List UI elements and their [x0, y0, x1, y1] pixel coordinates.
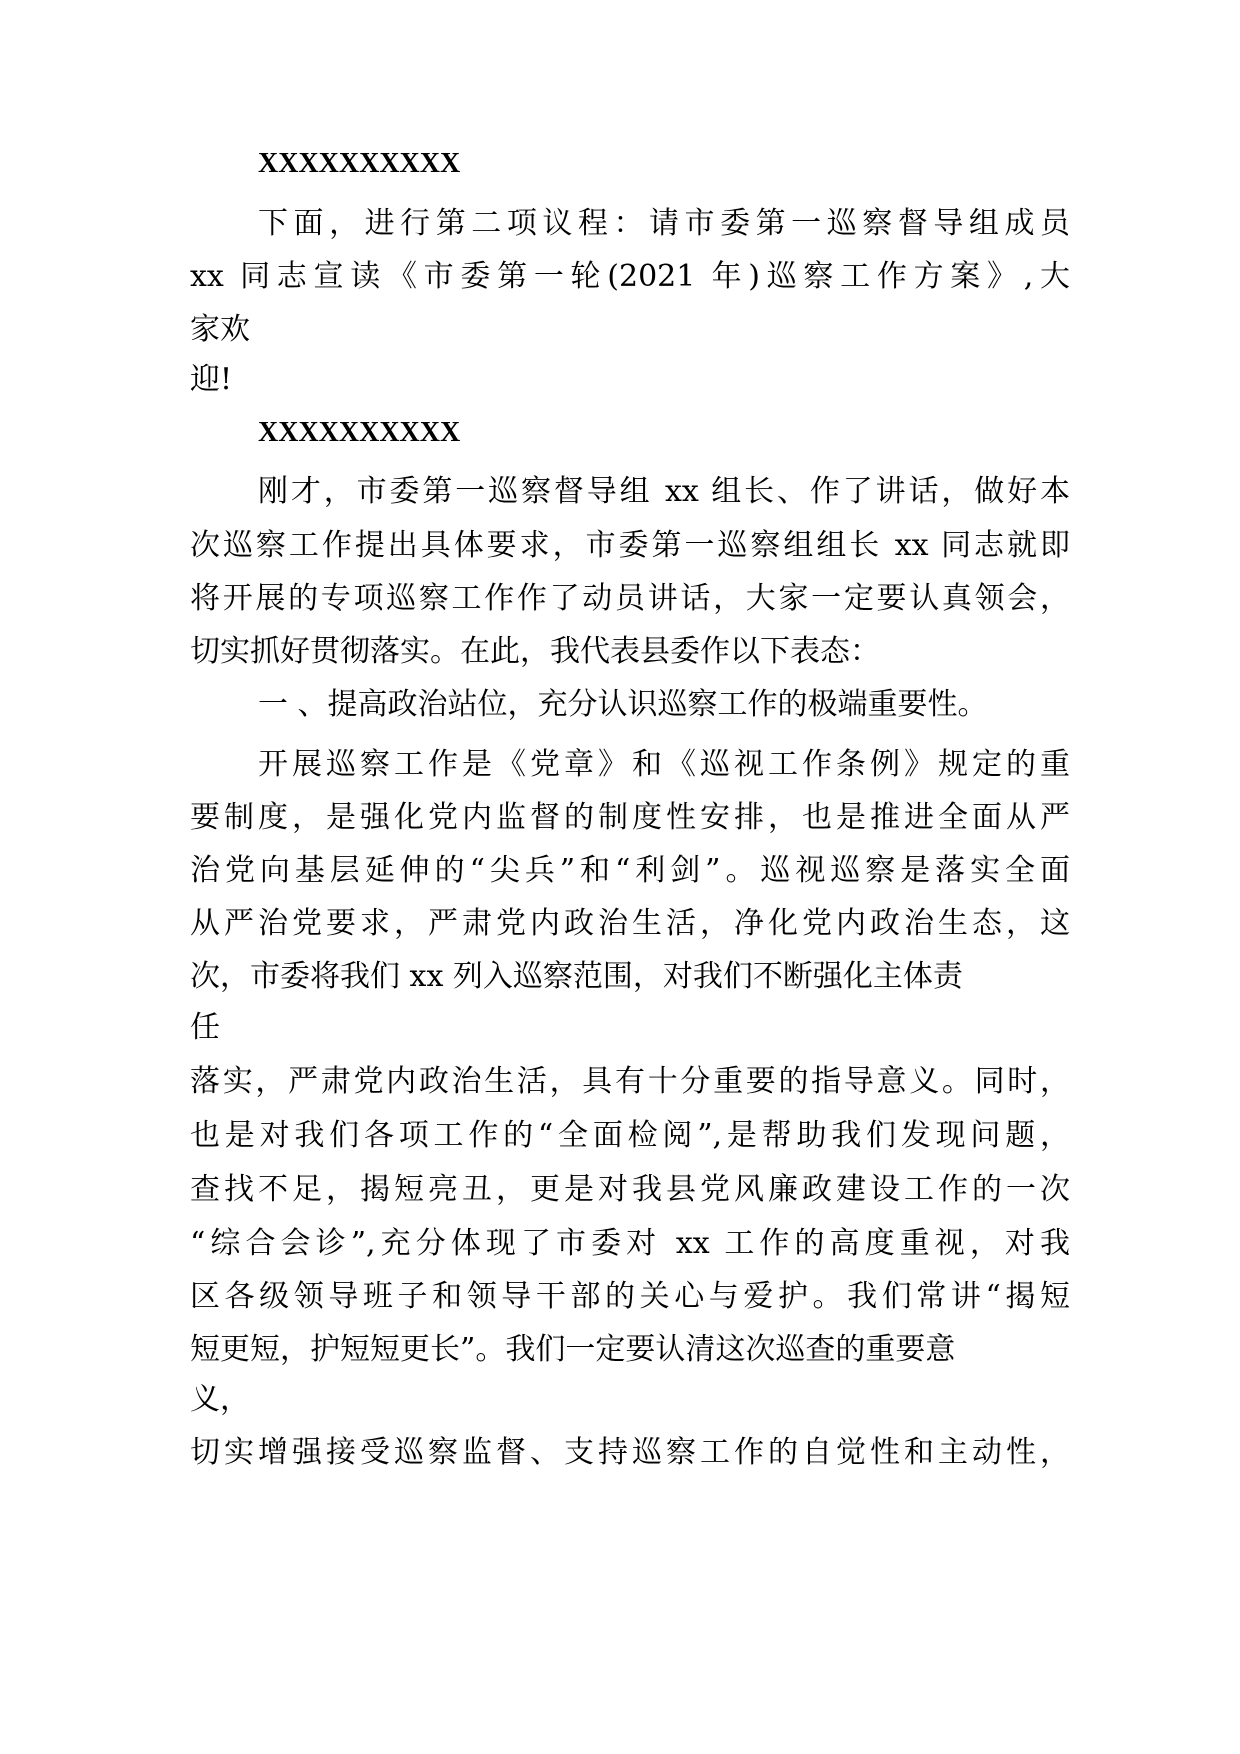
paragraph-line: 义，	[190, 1382, 250, 1417]
paragraph-line: 次巡察工作提出具体要求，市委第一巡察组组长 xx 同志就即	[190, 528, 1070, 563]
section-heading-2: XXXXXXXXXX	[258, 417, 461, 448]
paragraph-line: 治党向基层延伸的“尖兵”和“利剑”。巡视巡察是落实全面	[190, 853, 1070, 888]
paragraph-line: 也是对我们各项工作的“全面检阅”,是帮助我们发现问题，	[190, 1118, 1070, 1153]
paragraph-line: 开展巡察工作是《党章》和《巡视工作条例》规定的重	[258, 747, 1070, 782]
paragraph-line: 区各级领导班子和领导干部的关心与爱护。我们常讲“揭短	[190, 1279, 1070, 1314]
paragraph-line: 落实，严肃党内政治生活，具有十分重要的指导意义。同时，	[190, 1064, 1070, 1099]
paragraph-line: 要制度，是强化党内监督的制度性安排，也是推进全面从严	[190, 800, 1070, 835]
subsection-heading: 一 、提高政治站位，充分认识巡察工作的极端重要性。	[258, 687, 988, 722]
section-heading-1: XXXXXXXXXX	[258, 148, 461, 179]
paragraph-line: 查找不足，揭短亮丑，更是对我县党风廉政建设工作的一次	[190, 1172, 1070, 1207]
paragraph-line: 从严治党要求，严肃党内政治生活，净化党内政治生态，这	[190, 906, 1070, 941]
paragraph-line: 短更短，护短短更长”。我们一定要认清这次巡查的重要意	[190, 1332, 956, 1367]
paragraph-line: “综合会诊”,充分体现了市委对 xx 工作的高度重视，对我	[190, 1226, 1070, 1261]
paragraph-line: 切实增强接受巡察监督、支持巡察工作的自觉性和主动性，	[190, 1435, 1070, 1470]
paragraph-line: xx 同志宣读《市委第一轮(2021 年)巡察工作方案》,大	[190, 259, 1070, 294]
paragraph-line: 刚才，市委第一巡察督导组 xx 组长、作了讲话，做好本	[258, 474, 1070, 509]
paragraph-line: 次，市委将我们 xx 列入巡察范围，对我们不断强化主体责	[190, 959, 963, 994]
paragraph-line: 家欢	[190, 312, 250, 347]
paragraph-line: 任	[190, 1010, 220, 1045]
paragraph-line: 迎!	[190, 362, 233, 397]
paragraph-line: 切实抓好贯彻落实。在此，我代表县委作以下表态：	[190, 634, 880, 669]
paragraph-line: 下面，进行第二项议程：请市委第一巡察督导组成员	[258, 206, 1070, 241]
paragraph-line: 将开展的专项巡察工作作了动员讲话，大家一定要认真领会，	[190, 581, 1070, 616]
